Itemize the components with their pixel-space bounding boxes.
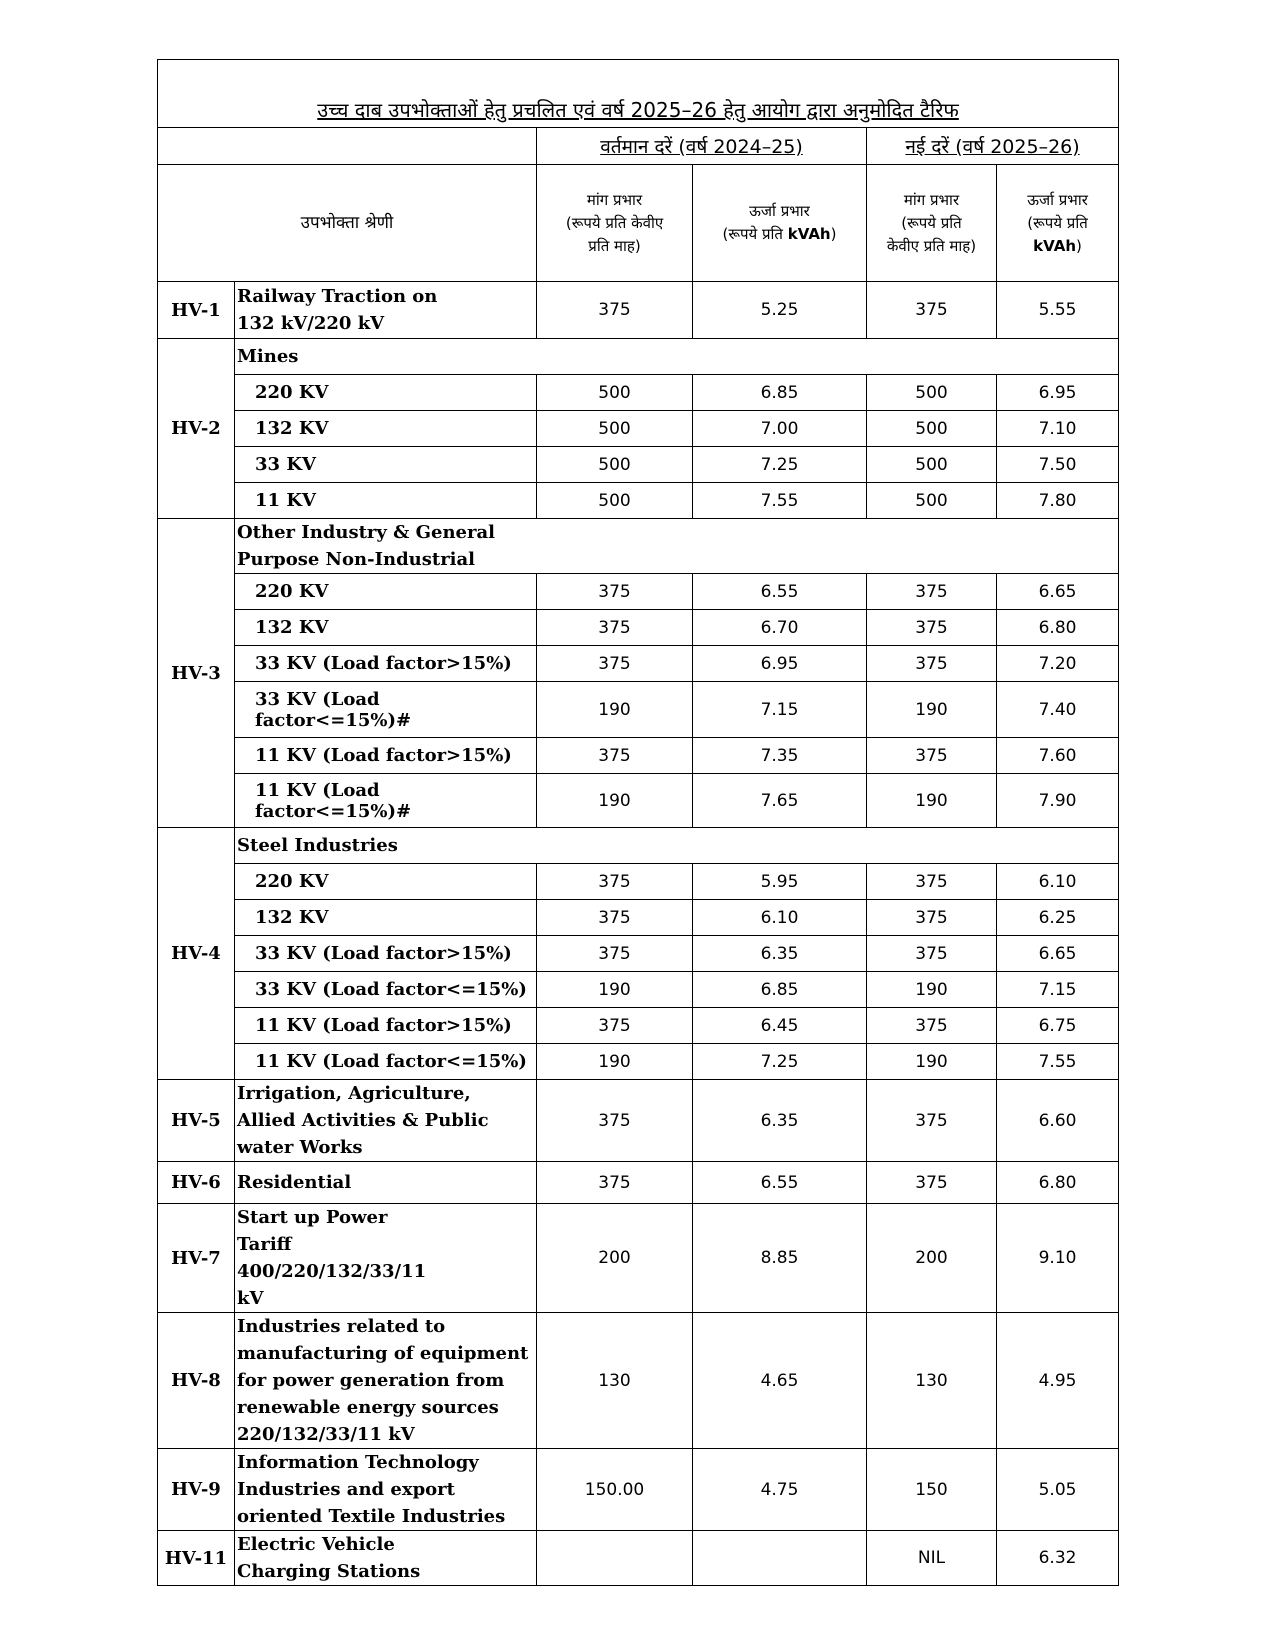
energy-charge-current: 7.00 [693, 411, 867, 447]
demand-charge-new: 500 [867, 375, 997, 411]
energy-charge-current: 7.15 [693, 682, 867, 738]
table-row [158, 682, 1119, 738]
table-row [158, 738, 1119, 774]
row-label: 33 KV [235, 447, 537, 483]
demand-charge-current: 190 [537, 774, 693, 828]
demand-charge-new: 200 [867, 1204, 997, 1313]
demand-charge-current [537, 1531, 693, 1586]
demand-charge-new: 375 [867, 282, 997, 339]
table-title-cell [158, 60, 1119, 128]
header-line: मांग प्रभार [586, 190, 643, 209]
energy-charge-current: 6.95 [693, 646, 867, 682]
table-row [158, 447, 1119, 483]
group-heading-hv-2: Mines [235, 339, 1119, 375]
energy-charge-new: 7.90 [997, 774, 1119, 828]
table-row [158, 774, 1119, 828]
energy-charge-new: 6.25 [997, 900, 1119, 936]
energy-charge-new: 4.95 [997, 1313, 1119, 1449]
header-line: ऊर्जा प्रभार [749, 202, 810, 220]
header-demand-current [537, 165, 693, 282]
energy-charge-current: 6.10 [693, 900, 867, 936]
header-line: kVAh) [1033, 236, 1082, 255]
category-code-hv-1: HV-1 [158, 282, 235, 339]
energy-charge-current: 7.25 [693, 1044, 867, 1080]
row-label: Residential [235, 1162, 537, 1204]
group-heading-row [158, 519, 1119, 574]
energy-charge-new: 6.32 [997, 1531, 1119, 1586]
row-label: 220 KV [235, 375, 537, 411]
category-code-hv-7: HV-7 [158, 1204, 235, 1313]
energy-charge-new: 6.75 [997, 1008, 1119, 1044]
table-row [158, 282, 1119, 339]
energy-charge-current: 7.65 [693, 774, 867, 828]
demand-charge-current: 500 [537, 483, 693, 519]
tariff-document [157, 59, 1118, 1586]
energy-charge-new: 6.65 [997, 936, 1119, 972]
demand-charge-new: 190 [867, 1044, 997, 1080]
demand-charge-current: 375 [537, 900, 693, 936]
table-row [158, 1313, 1119, 1449]
energy-charge-current: 6.85 [693, 375, 867, 411]
period-new-cell [867, 128, 1119, 165]
period-current-cell [537, 128, 867, 165]
energy-charge-current: 7.55 [693, 483, 867, 519]
row-label: Irrigation, Agriculture, Allied Activities & Public water Works [235, 1080, 537, 1162]
header-demand-new [867, 165, 997, 282]
energy-charge-new: 7.60 [997, 738, 1119, 774]
energy-charge-new: 6.80 [997, 1162, 1119, 1204]
demand-charge-new: 375 [867, 646, 997, 682]
demand-charge-new: 375 [867, 900, 997, 936]
demand-charge-current: 375 [537, 738, 693, 774]
demand-charge-new: 190 [867, 682, 997, 738]
energy-charge-new: 5.55 [997, 282, 1119, 339]
demand-charge-current: 500 [537, 447, 693, 483]
header-line: (रूपये प्रति केवीए [565, 213, 664, 232]
demand-charge-current: 150.00 [537, 1449, 693, 1531]
demand-charge-current: 375 [537, 574, 693, 610]
period-current: वर्तमान दरें (वर्ष 2024–25) [600, 136, 803, 158]
row-label: Industries related to manufacturing of equipment for power generation from renewable energy sources 220/132/33/11 kV [235, 1313, 537, 1449]
energy-charge-new: 6.80 [997, 610, 1119, 646]
energy-charge-current [693, 1531, 867, 1586]
period-blank-cell [158, 128, 537, 165]
group-heading-hv-4: Steel Industries [235, 828, 1119, 864]
row-label: 11 KV (Load factor<=15%)# [235, 774, 537, 828]
table-row [158, 1531, 1119, 1586]
table-row [158, 1162, 1119, 1204]
category-code-hv-5: HV-5 [158, 1080, 235, 1162]
row-label: 33 KV (Load factor<=15%) [235, 972, 537, 1008]
demand-charge-current: 200 [537, 1204, 693, 1313]
row-label: 132 KV [235, 411, 537, 447]
demand-charge-new: 130 [867, 1313, 997, 1449]
header-energy-new [997, 165, 1119, 282]
energy-charge-new: 6.60 [997, 1080, 1119, 1162]
row-label: 11 KV (Load factor>15%) [235, 1008, 537, 1044]
energy-charge-new: 7.55 [997, 1044, 1119, 1080]
table-title: उच्च दाब उपभोक्ताओं हेतु प्रचलित एवं वर्ष 2025–26 हेतु आयोग द्वारा अनुमोदित टैरिफ [317, 98, 959, 122]
energy-charge-new: 7.40 [997, 682, 1119, 738]
row-label: 33 KV (Load factor<=15%)# [235, 682, 537, 738]
header-energy-current [693, 165, 867, 282]
header-line: ऊर्जा प्रभार [1027, 190, 1088, 209]
energy-charge-current: 8.85 [693, 1204, 867, 1313]
row-label: 11 KV (Load factor>15%) [235, 738, 537, 774]
demand-charge-new: 375 [867, 864, 997, 900]
table-row [158, 574, 1119, 610]
demand-charge-current: 190 [537, 682, 693, 738]
demand-charge-current: 375 [537, 1162, 693, 1204]
demand-charge-current: 130 [537, 1313, 693, 1449]
energy-charge-current: 4.75 [693, 1449, 867, 1531]
energy-charge-new: 6.65 [997, 574, 1119, 610]
table-row [158, 1204, 1119, 1313]
row-label: 33 KV (Load factor>15%) [235, 646, 537, 682]
demand-charge-new: NIL [867, 1531, 997, 1586]
table-row [158, 610, 1119, 646]
row-label: Information Technology Industries and export oriented Textile Industries [235, 1449, 537, 1531]
header-line: (रूपये प्रति kVAh) [722, 225, 837, 243]
period-new: नई दरें (वर्ष 2025–26) [905, 136, 1080, 158]
row-label: 11 KV [235, 483, 537, 519]
energy-charge-new: 7.20 [997, 646, 1119, 682]
demand-charge-new: 150 [867, 1449, 997, 1531]
energy-charge-new: 7.80 [997, 483, 1119, 519]
header-line: (रूपये प्रति [1027, 213, 1088, 232]
row-label: 132 KV [235, 610, 537, 646]
energy-charge-new: 6.10 [997, 864, 1119, 900]
demand-charge-current: 375 [537, 646, 693, 682]
demand-charge-new: 375 [867, 610, 997, 646]
energy-charge-new: 7.50 [997, 447, 1119, 483]
table-row [158, 646, 1119, 682]
demand-charge-new: 375 [867, 1008, 997, 1044]
demand-charge-new: 375 [867, 1162, 997, 1204]
demand-charge-new: 375 [867, 936, 997, 972]
energy-charge-new: 9.10 [997, 1204, 1119, 1313]
demand-charge-current: 190 [537, 972, 693, 1008]
row-label: 33 KV (Load factor>15%) [235, 936, 537, 972]
category-code-hv-2: HV-2 [158, 339, 235, 519]
demand-charge-current: 375 [537, 1008, 693, 1044]
category-code-hv-9: HV-9 [158, 1449, 235, 1531]
demand-charge-new: 500 [867, 411, 997, 447]
row-label: Electric Vehicle Charging Stations [235, 1531, 537, 1586]
table-row [158, 900, 1119, 936]
table-row [158, 972, 1119, 1008]
energy-charge-current: 4.65 [693, 1313, 867, 1449]
tariff-body [158, 282, 1119, 1586]
group-heading-hv-3: Other Industry & General Purpose Non-Industrial [235, 519, 1119, 574]
table-row [158, 1008, 1119, 1044]
energy-charge-current: 6.45 [693, 1008, 867, 1044]
category-code-hv-6: HV-6 [158, 1162, 235, 1204]
energy-charge-current: 6.55 [693, 574, 867, 610]
row-label: 11 KV (Load factor<=15%) [235, 1044, 537, 1080]
category-code-hv-11: HV-11 [158, 1531, 235, 1586]
energy-charge-current: 6.55 [693, 1162, 867, 1204]
header-line: केवीए प्रति माह) [886, 236, 977, 255]
table-row [158, 483, 1119, 519]
group-heading-row [158, 339, 1119, 375]
category-code-hv-4: HV-4 [158, 828, 235, 1080]
energy-charge-current: 6.85 [693, 972, 867, 1008]
row-label: 132 KV [235, 900, 537, 936]
table-row [158, 1080, 1119, 1162]
table-row [158, 411, 1119, 447]
demand-charge-current: 500 [537, 375, 693, 411]
energy-charge-current: 6.35 [693, 1080, 867, 1162]
demand-charge-new: 375 [867, 738, 997, 774]
row-label: 220 KV [235, 864, 537, 900]
row-label: Start up Power Tariff 400/220/132/33/11 kV [235, 1204, 537, 1313]
table-row [158, 375, 1119, 411]
tariff-table [157, 59, 1119, 1586]
energy-charge-current: 7.35 [693, 738, 867, 774]
energy-charge-current: 6.70 [693, 610, 867, 646]
demand-charge-new: 500 [867, 447, 997, 483]
demand-charge-current: 375 [537, 864, 693, 900]
table-row [158, 1044, 1119, 1080]
demand-charge-current: 375 [537, 282, 693, 339]
group-heading-row [158, 828, 1119, 864]
demand-charge-current: 190 [537, 1044, 693, 1080]
table-row [158, 1449, 1119, 1531]
energy-charge-current: 5.25 [693, 282, 867, 339]
energy-charge-new: 5.05 [997, 1449, 1119, 1531]
energy-charge-new: 7.15 [997, 972, 1119, 1008]
header-line: (रूपये प्रति [901, 213, 962, 232]
demand-charge-new: 375 [867, 1080, 997, 1162]
demand-charge-current: 375 [537, 936, 693, 972]
energy-charge-new: 6.95 [997, 375, 1119, 411]
demand-charge-new: 190 [867, 774, 997, 828]
demand-charge-current: 500 [537, 411, 693, 447]
header-line: मांग प्रभार [903, 190, 960, 209]
energy-charge-current: 6.35 [693, 936, 867, 972]
row-label: 220 KV [235, 574, 537, 610]
energy-charge-new: 7.10 [997, 411, 1119, 447]
table-row [158, 936, 1119, 972]
header-line: प्रति माह) [588, 236, 641, 255]
demand-charge-current: 375 [537, 1080, 693, 1162]
header-consumer-category: उपभोक्ता श्रेणी [158, 165, 537, 282]
row-label: Railway Traction on 132 kV/220 kV [235, 282, 537, 339]
table-row [158, 864, 1119, 900]
category-code-hv-8: HV-8 [158, 1313, 235, 1449]
demand-charge-new: 375 [867, 574, 997, 610]
demand-charge-new: 190 [867, 972, 997, 1008]
energy-charge-current: 5.95 [693, 864, 867, 900]
category-code-hv-3: HV-3 [158, 519, 235, 828]
demand-charge-current: 375 [537, 610, 693, 646]
energy-charge-current: 7.25 [693, 447, 867, 483]
demand-charge-new: 500 [867, 483, 997, 519]
